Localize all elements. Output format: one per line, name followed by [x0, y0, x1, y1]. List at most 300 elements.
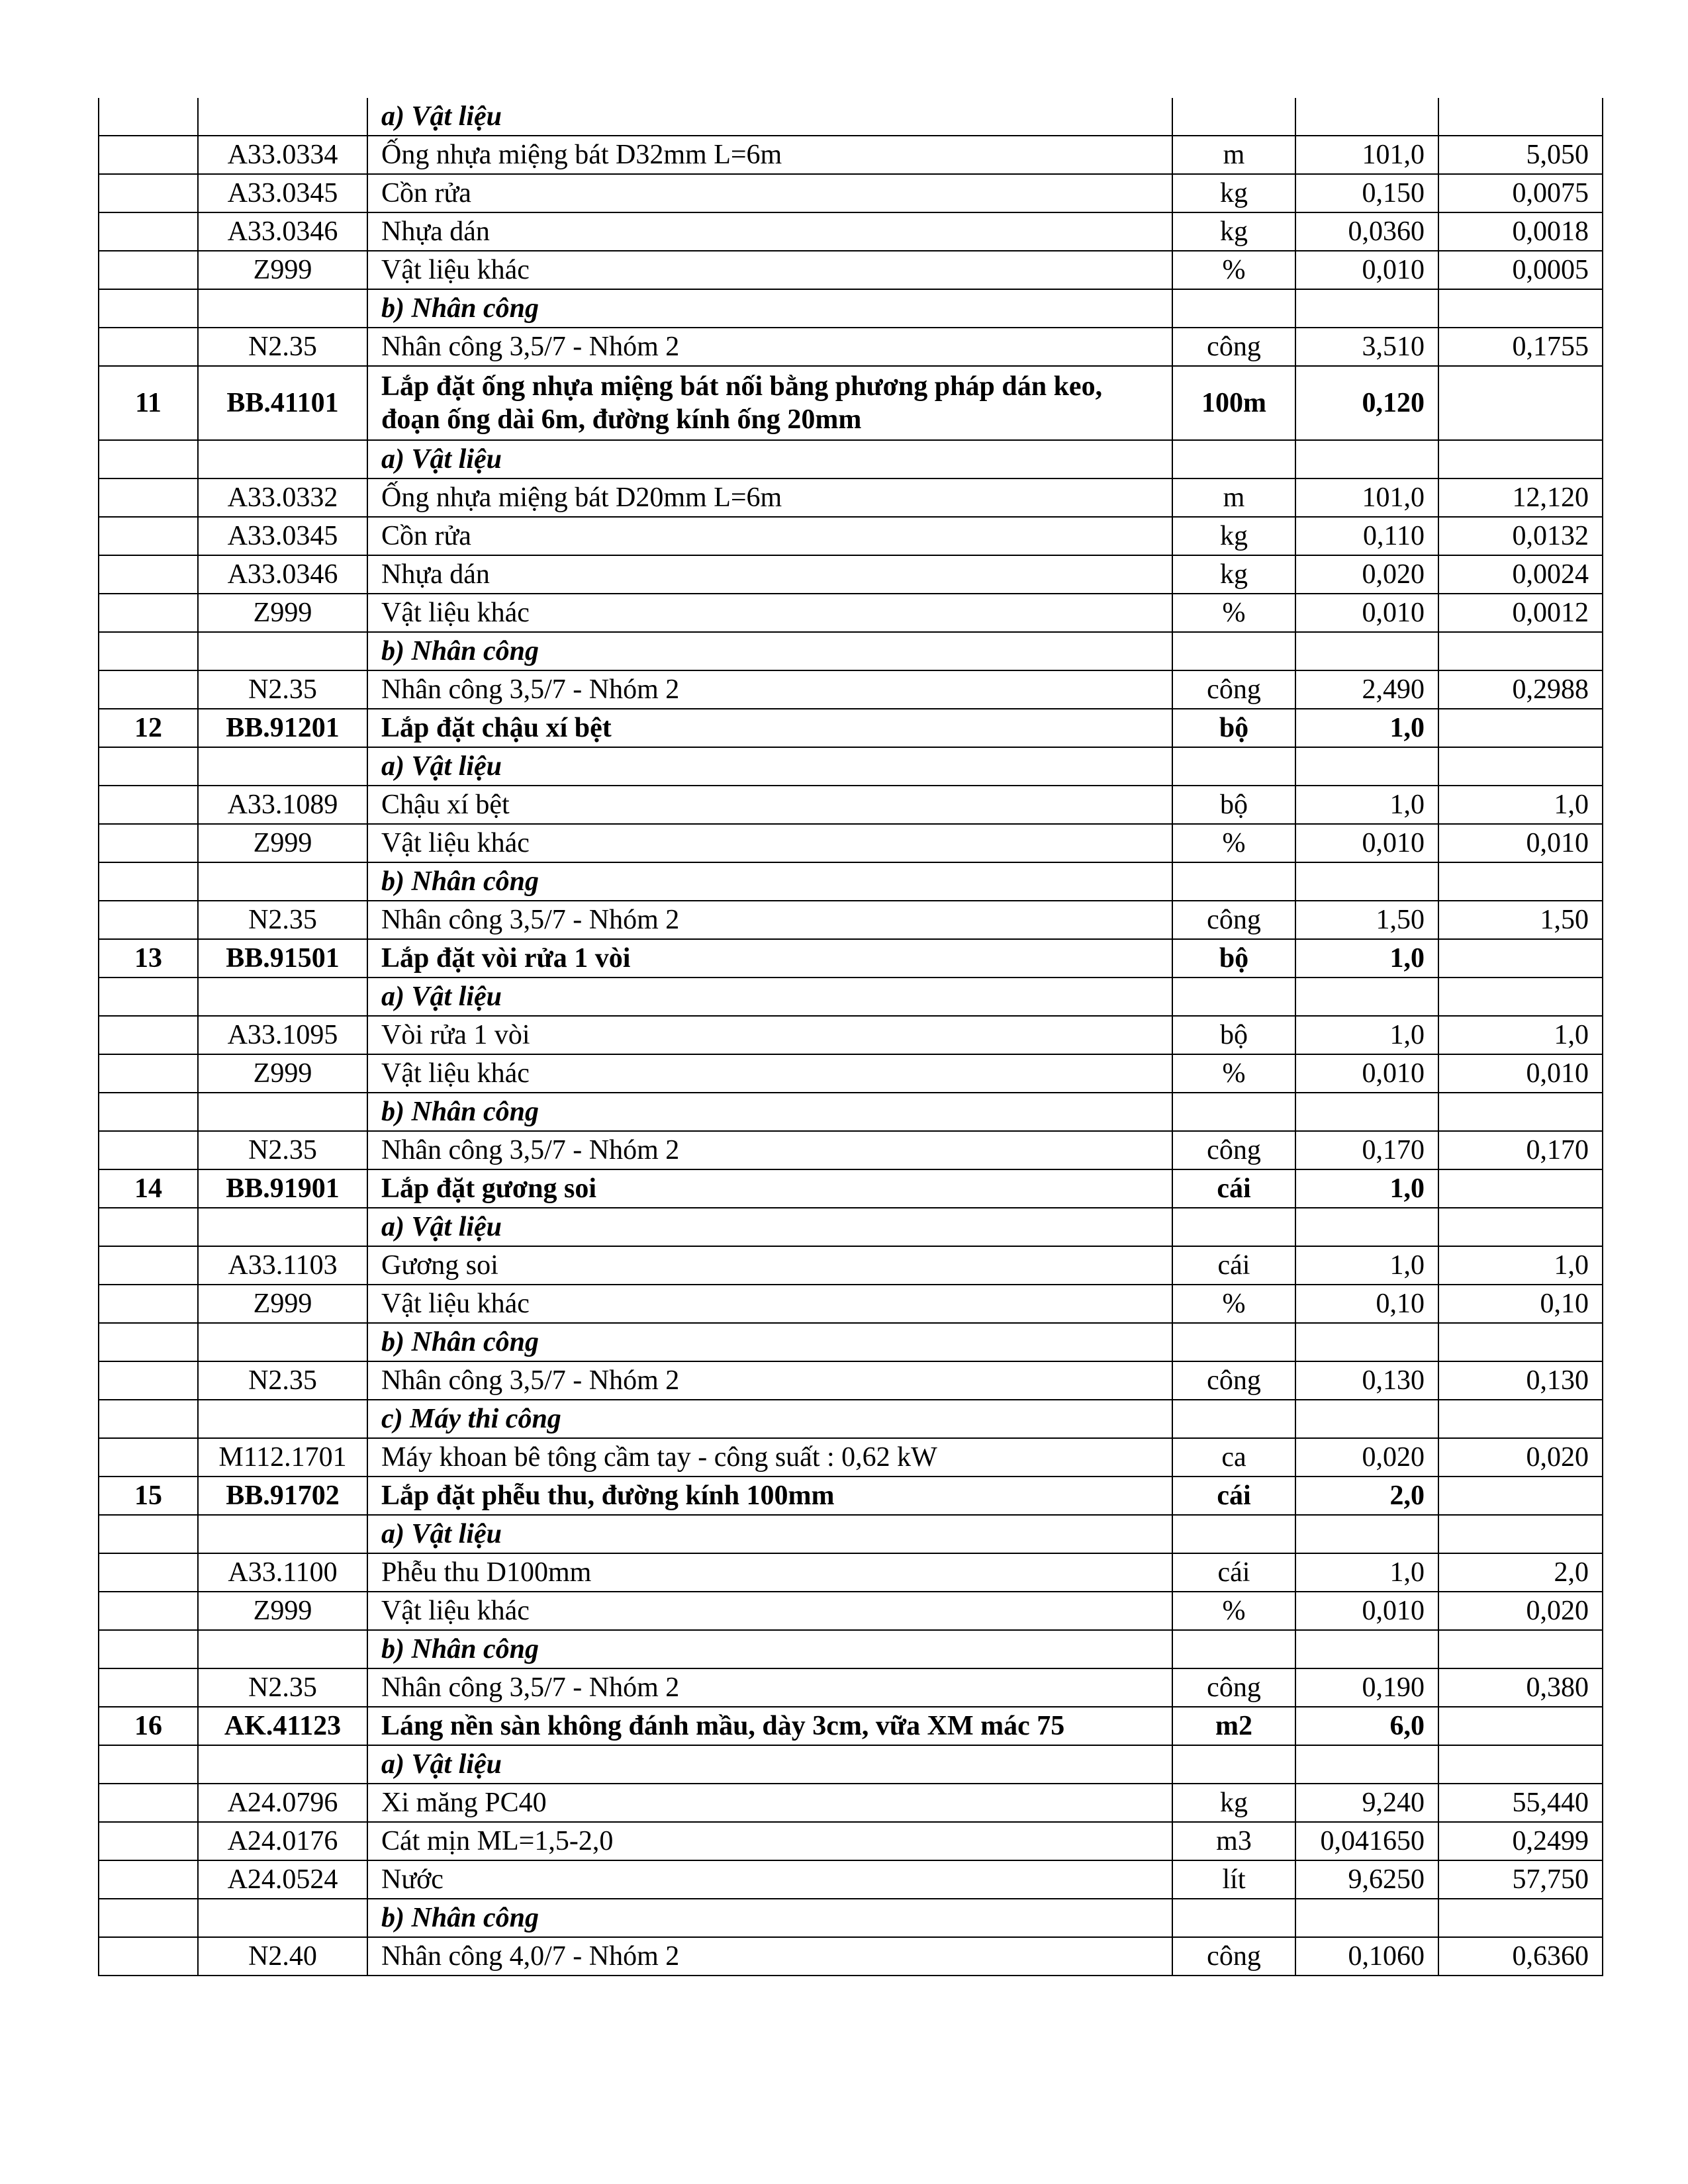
cell-unit [1172, 1093, 1295, 1131]
cell-quantity: 2,0 [1295, 1477, 1438, 1515]
cell-item-no: 15 [99, 1477, 198, 1515]
cell-description: Nhân công 3,5/7 - Nhóm 2 [367, 1668, 1172, 1707]
cell-unit [1172, 98, 1295, 136]
cell-unit [1172, 1745, 1295, 1784]
cell-code: BB.41101 [198, 366, 367, 440]
cell-quantity: 0,150 [1295, 174, 1438, 212]
cell-description: b) Nhân công [367, 1323, 1172, 1361]
table-item-row [99, 1169, 1603, 1208]
cell-unit [1172, 862, 1295, 901]
cell-total [1438, 1745, 1603, 1784]
table-section-row [99, 98, 1603, 136]
cell-total [1438, 366, 1603, 440]
cell-description: a) Vật liệu [367, 440, 1172, 478]
cell-total [1438, 978, 1603, 1016]
cell-item-no [99, 1668, 198, 1707]
cell-quantity: 1,0 [1295, 939, 1438, 978]
cell-item-no [99, 632, 198, 670]
table-row [99, 1361, 1603, 1400]
cell-description: Nước [367, 1860, 1172, 1899]
cell-quantity [1295, 1400, 1438, 1438]
cell-unit: m2 [1172, 1707, 1295, 1745]
cell-total: 0,0018 [1438, 212, 1603, 251]
cell-description: Vật liệu khác [367, 1054, 1172, 1093]
cell-description: Cát mịn ML=1,5-2,0 [367, 1822, 1172, 1860]
cell-unit: 100m [1172, 366, 1295, 440]
cell-description: Ống nhựa miệng bát D32mm L=6m [367, 136, 1172, 174]
cell-total: 0,0075 [1438, 174, 1603, 212]
cell-code: BB.91201 [198, 709, 367, 747]
cell-total: 0,0012 [1438, 594, 1603, 632]
table-row [99, 594, 1603, 632]
cell-code: A33.0345 [198, 517, 367, 555]
cell-unit [1172, 1630, 1295, 1668]
table-row [99, 517, 1603, 555]
cell-code: Z999 [198, 824, 367, 862]
cell-total: 5,050 [1438, 136, 1603, 174]
cell-quantity: 0,110 [1295, 517, 1438, 555]
cell-total: 1,50 [1438, 901, 1603, 939]
cell-item-no [99, 1553, 198, 1592]
cell-description: Nhân công 3,5/7 - Nhóm 2 [367, 670, 1172, 709]
cell-item-no [99, 212, 198, 251]
table-item-row [99, 1707, 1603, 1745]
cell-total [1438, 709, 1603, 747]
cell-total: 0,2499 [1438, 1822, 1603, 1860]
cell-item-no [99, 1630, 198, 1668]
cell-total [1438, 862, 1603, 901]
cell-item-no: 12 [99, 709, 198, 747]
cell-item-no [99, 1054, 198, 1093]
cell-code [198, 440, 367, 478]
cell-unit [1172, 747, 1295, 786]
cell-total: 0,020 [1438, 1592, 1603, 1630]
cell-quantity: 101,0 [1295, 136, 1438, 174]
table-row [99, 1246, 1603, 1285]
cell-quantity [1295, 98, 1438, 136]
cell-quantity: 0,1060 [1295, 1937, 1438, 1976]
cell-item-no: 13 [99, 939, 198, 978]
cell-unit: bộ [1172, 1016, 1295, 1054]
cell-code [198, 862, 367, 901]
cell-total: 0,2988 [1438, 670, 1603, 709]
cell-code [198, 98, 367, 136]
table-row [99, 328, 1603, 366]
cell-quantity: 101,0 [1295, 478, 1438, 517]
cell-unit: công [1172, 1937, 1295, 1976]
cell-description: c) Máy thi công [367, 1400, 1172, 1438]
cell-code: N2.35 [198, 1361, 367, 1400]
cell-quantity: 0,020 [1295, 1438, 1438, 1477]
cell-quantity [1295, 1745, 1438, 1784]
cell-total: 1,0 [1438, 786, 1603, 824]
table-row [99, 1668, 1603, 1707]
cell-quantity: 0,10 [1295, 1285, 1438, 1323]
cell-item-no [99, 1438, 198, 1477]
table-row [99, 1784, 1603, 1822]
cell-code: N2.35 [198, 328, 367, 366]
cell-item-no [99, 1285, 198, 1323]
cell-description: Lắp đặt phễu thu, đường kính 100mm [367, 1477, 1172, 1515]
cell-total [1438, 1093, 1603, 1131]
cell-unit: cái [1172, 1553, 1295, 1592]
cell-description: a) Vật liệu [367, 98, 1172, 136]
cell-total [1438, 747, 1603, 786]
cell-quantity [1295, 978, 1438, 1016]
cell-item-no: 16 [99, 1707, 198, 1745]
cell-total: 0,170 [1438, 1131, 1603, 1169]
table-section-row [99, 632, 1603, 670]
cell-code: N2.35 [198, 1131, 367, 1169]
cell-description: a) Vật liệu [367, 1208, 1172, 1246]
cell-quantity: 0,041650 [1295, 1822, 1438, 1860]
cell-quantity [1295, 632, 1438, 670]
cell-description: Lắp đặt gương soi [367, 1169, 1172, 1208]
cell-item-no [99, 1016, 198, 1054]
cell-unit: % [1172, 1592, 1295, 1630]
cell-quantity: 1,50 [1295, 901, 1438, 939]
cell-item-no [99, 862, 198, 901]
cell-description: Nhân công 3,5/7 - Nhóm 2 [367, 1131, 1172, 1169]
cell-quantity: 1,0 [1295, 786, 1438, 824]
cell-description: Máy khoan bê tông cầm tay - công suất : 0,62 kW [367, 1438, 1172, 1477]
table-section-row [99, 862, 1603, 901]
cell-description: Ống nhựa miệng bát D20mm L=6m [367, 478, 1172, 517]
cell-item-no [99, 1361, 198, 1400]
cell-total: 0,0132 [1438, 517, 1603, 555]
cell-total: 0,130 [1438, 1361, 1603, 1400]
cell-quantity: 1,0 [1295, 1169, 1438, 1208]
cell-code: A33.1095 [198, 1016, 367, 1054]
cell-description: Lắp đặt chậu xí bệt [367, 709, 1172, 747]
cell-quantity: 0,120 [1295, 366, 1438, 440]
cell-code: A33.0334 [198, 136, 367, 174]
cell-code: A33.0346 [198, 555, 367, 594]
cell-quantity [1295, 1323, 1438, 1361]
cell-code: A33.0332 [198, 478, 367, 517]
cell-description: Vòi rửa 1 vòi [367, 1016, 1172, 1054]
cell-item-no [99, 1323, 198, 1361]
cell-code: A33.0346 [198, 212, 367, 251]
cell-item-no [99, 1592, 198, 1630]
cell-item-no [99, 1093, 198, 1131]
cell-code [198, 1093, 367, 1131]
cell-code: A33.1100 [198, 1553, 367, 1592]
cell-code [198, 1400, 367, 1438]
cell-description: b) Nhân công [367, 289, 1172, 328]
cell-unit: m [1172, 136, 1295, 174]
cell-description: Nhân công 3,5/7 - Nhóm 2 [367, 1361, 1172, 1400]
table-section-row [99, 1899, 1603, 1937]
cell-unit: bộ [1172, 709, 1295, 747]
cell-quantity: 0,020 [1295, 555, 1438, 594]
cell-unit: công [1172, 1131, 1295, 1169]
cell-unit: bộ [1172, 786, 1295, 824]
cell-quantity: 0,010 [1295, 1592, 1438, 1630]
cell-code: AK.41123 [198, 1707, 367, 1745]
cell-description: Nhựa dán [367, 555, 1172, 594]
cell-item-no [99, 440, 198, 478]
cell-item-no [99, 478, 198, 517]
table-row [99, 901, 1603, 939]
table-section-row [99, 1323, 1603, 1361]
cell-unit: công [1172, 901, 1295, 939]
cell-unit [1172, 1899, 1295, 1937]
cell-unit: % [1172, 824, 1295, 862]
table-section-row [99, 1093, 1603, 1131]
cell-quantity [1295, 1630, 1438, 1668]
cell-description: Vật liệu khác [367, 824, 1172, 862]
cell-item-no: 14 [99, 1169, 198, 1208]
cell-item-no [99, 328, 198, 366]
cell-quantity [1295, 1515, 1438, 1553]
cell-total [1438, 1208, 1603, 1246]
cell-unit: % [1172, 594, 1295, 632]
cell-total [1438, 1477, 1603, 1515]
cell-total: 0,6360 [1438, 1937, 1603, 1976]
table-section-row [99, 978, 1603, 1016]
cell-unit: công [1172, 1361, 1295, 1400]
cell-item-no: 11 [99, 366, 198, 440]
cell-description: b) Nhân công [367, 862, 1172, 901]
cell-item-no [99, 1860, 198, 1899]
cell-item-no [99, 594, 198, 632]
cell-code [198, 289, 367, 328]
cell-total [1438, 1707, 1603, 1745]
table-section-row [99, 1745, 1603, 1784]
cell-quantity: 0,010 [1295, 251, 1438, 289]
cell-code: A33.0345 [198, 174, 367, 212]
table-row [99, 1054, 1603, 1093]
cell-code: N2.40 [198, 1937, 367, 1976]
cell-item-no [99, 1400, 198, 1438]
cell-total [1438, 939, 1603, 978]
cell-item-no [99, 174, 198, 212]
cell-unit: cái [1172, 1477, 1295, 1515]
cell-quantity: 6,0 [1295, 1707, 1438, 1745]
cell-total: 12,120 [1438, 478, 1603, 517]
cell-code [198, 1899, 367, 1937]
cell-item-no [99, 1899, 198, 1937]
cell-total [1438, 440, 1603, 478]
cell-total [1438, 1899, 1603, 1937]
norm-table [98, 98, 1603, 1976]
cell-code: Z999 [198, 251, 367, 289]
cell-total [1438, 289, 1603, 328]
cell-item-no [99, 901, 198, 939]
cell-quantity: 0,010 [1295, 1054, 1438, 1093]
cell-description: b) Nhân công [367, 1630, 1172, 1668]
cell-unit: % [1172, 1054, 1295, 1093]
cell-total [1438, 1630, 1603, 1668]
cell-description: a) Vật liệu [367, 978, 1172, 1016]
table-section-row [99, 289, 1603, 328]
table-row [99, 1016, 1603, 1054]
cell-total [1438, 1515, 1603, 1553]
cell-total [1438, 1400, 1603, 1438]
cell-description: Nhân công 3,5/7 - Nhóm 2 [367, 328, 1172, 366]
cell-unit: ca [1172, 1438, 1295, 1477]
cell-code [198, 978, 367, 1016]
cell-unit: bộ [1172, 939, 1295, 978]
cell-code [198, 747, 367, 786]
cell-description: Xi măng PC40 [367, 1784, 1172, 1822]
cell-item-no [99, 824, 198, 862]
table-row [99, 670, 1603, 709]
cell-total: 1,0 [1438, 1016, 1603, 1054]
cell-item-no [99, 1745, 198, 1784]
cell-code: BB.91901 [198, 1169, 367, 1208]
cell-code [198, 1745, 367, 1784]
cell-total: 0,020 [1438, 1438, 1603, 1477]
table-row [99, 1285, 1603, 1323]
cell-item-no [99, 1784, 198, 1822]
cell-quantity: 1,0 [1295, 1246, 1438, 1285]
table-item-row [99, 939, 1603, 978]
cell-quantity: 2,490 [1295, 670, 1438, 709]
cell-quantity: 0,190 [1295, 1668, 1438, 1707]
cell-code: Z999 [198, 1592, 367, 1630]
cell-item-no [99, 251, 198, 289]
cell-description: a) Vật liệu [367, 1515, 1172, 1553]
table-row [99, 1131, 1603, 1169]
cell-quantity [1295, 747, 1438, 786]
table-row [99, 1937, 1603, 1976]
cell-item-no [99, 98, 198, 136]
cell-unit: lít [1172, 1860, 1295, 1899]
cell-code [198, 1323, 367, 1361]
table-row [99, 251, 1603, 289]
cell-item-no [99, 289, 198, 328]
cell-total: 0,10 [1438, 1285, 1603, 1323]
cell-description: Nhân công 4,0/7 - Nhóm 2 [367, 1937, 1172, 1976]
cell-unit [1172, 1208, 1295, 1246]
table-item-row [99, 709, 1603, 747]
cell-item-no [99, 517, 198, 555]
table-row [99, 786, 1603, 824]
cell-description: Cồn rửa [367, 517, 1172, 555]
cell-unit: kg [1172, 1784, 1295, 1822]
cell-code: Z999 [198, 1285, 367, 1323]
cell-code: A24.0796 [198, 1784, 367, 1822]
cell-description: Chậu xí bệt [367, 786, 1172, 824]
table-row [99, 1553, 1603, 1592]
cell-unit: kg [1172, 555, 1295, 594]
cell-unit [1172, 978, 1295, 1016]
table-body [99, 98, 1603, 1976]
table-row [99, 212, 1603, 251]
cell-description: Lắp đặt ống nhựa miệng bát nối bằng phương pháp dán keo, đoạn ống dài 6m, đường kính ống 20mm [367, 366, 1172, 440]
cell-unit [1172, 1400, 1295, 1438]
cell-description: b) Nhân công [367, 632, 1172, 670]
cell-item-no [99, 136, 198, 174]
cell-quantity [1295, 862, 1438, 901]
cell-quantity: 0,0360 [1295, 212, 1438, 251]
cell-code: BB.91501 [198, 939, 367, 978]
cell-item-no [99, 978, 198, 1016]
cell-quantity: 3,510 [1295, 328, 1438, 366]
cell-code: Z999 [198, 594, 367, 632]
cell-code: N2.35 [198, 901, 367, 939]
cell-quantity: 1,0 [1295, 1016, 1438, 1054]
table-item-row [99, 366, 1603, 440]
cell-code: A24.0176 [198, 1822, 367, 1860]
cell-description: Vật liệu khác [367, 594, 1172, 632]
table-row [99, 1438, 1603, 1477]
table-row [99, 555, 1603, 594]
cell-code: N2.35 [198, 1668, 367, 1707]
cell-quantity: 0,130 [1295, 1361, 1438, 1400]
cell-total: 0,010 [1438, 824, 1603, 862]
cell-description: Gương soi [367, 1246, 1172, 1285]
cell-unit: kg [1172, 174, 1295, 212]
cell-item-no [99, 747, 198, 786]
cell-total: 0,0005 [1438, 251, 1603, 289]
cell-total: 1,0 [1438, 1246, 1603, 1285]
cell-total [1438, 1169, 1603, 1208]
cell-unit: % [1172, 1285, 1295, 1323]
cell-unit: công [1172, 670, 1295, 709]
cell-description: Lắp đặt vòi rửa 1 vòi [367, 939, 1172, 978]
cell-item-no [99, 555, 198, 594]
cell-total: 0,1755 [1438, 328, 1603, 366]
cell-code [198, 632, 367, 670]
table-row [99, 478, 1603, 517]
cell-quantity [1295, 1899, 1438, 1937]
cell-code [198, 1515, 367, 1553]
table-row [99, 136, 1603, 174]
cell-total [1438, 1323, 1603, 1361]
table-row [99, 1860, 1603, 1899]
cell-code [198, 1630, 367, 1668]
cell-code: BB.91702 [198, 1477, 367, 1515]
table-row [99, 174, 1603, 212]
table-section-row [99, 440, 1603, 478]
cell-item-no [99, 1515, 198, 1553]
cell-quantity [1295, 1208, 1438, 1246]
cell-description: b) Nhân công [367, 1093, 1172, 1131]
cell-quantity: 1,0 [1295, 1553, 1438, 1592]
cell-total: 2,0 [1438, 1553, 1603, 1592]
cell-total [1438, 98, 1603, 136]
cell-total: 55,440 [1438, 1784, 1603, 1822]
cell-description: Vật liệu khác [367, 1285, 1172, 1323]
table-section-row [99, 1630, 1603, 1668]
table-row [99, 1592, 1603, 1630]
cell-total: 0,010 [1438, 1054, 1603, 1093]
cell-total: 0,380 [1438, 1668, 1603, 1707]
cell-unit: cái [1172, 1246, 1295, 1285]
cell-description: Cồn rửa [367, 174, 1172, 212]
cell-unit: kg [1172, 517, 1295, 555]
cell-item-no [99, 1822, 198, 1860]
cell-item-no [99, 1131, 198, 1169]
table-row [99, 824, 1603, 862]
table-section-row [99, 1515, 1603, 1553]
cell-code: M112.1701 [198, 1438, 367, 1477]
cell-quantity: 0,170 [1295, 1131, 1438, 1169]
cell-quantity: 9,6250 [1295, 1860, 1438, 1899]
cell-code: Z999 [198, 1054, 367, 1093]
table-section-row [99, 1400, 1603, 1438]
cell-unit [1172, 632, 1295, 670]
cell-item-no [99, 1208, 198, 1246]
cell-quantity: 1,0 [1295, 709, 1438, 747]
cell-code: A33.1103 [198, 1246, 367, 1285]
cell-quantity: 0,010 [1295, 594, 1438, 632]
cell-description: Nhựa dán [367, 212, 1172, 251]
cell-code [198, 1208, 367, 1246]
